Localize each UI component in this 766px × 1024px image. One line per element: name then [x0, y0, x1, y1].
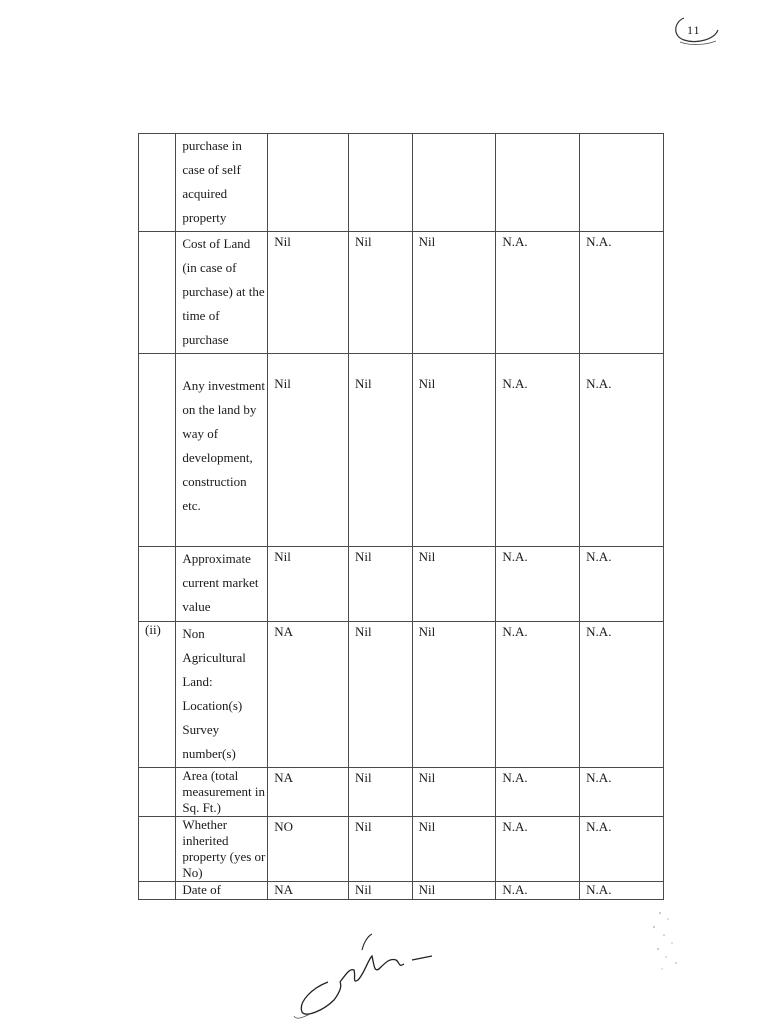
description-cell: Non Agricultural Land: Location(s) Survey number(s): [176, 622, 268, 768]
value-cell: Nil: [412, 354, 496, 547]
table-row: [139, 622, 664, 768]
value-cell: N.A.: [496, 768, 580, 817]
description-cell: Cost of Land (in case of purchase) at the time of purchase: [176, 232, 268, 354]
value-cell: Nil: [412, 622, 496, 768]
serial-cell: [139, 232, 176, 354]
description-cell: Approximate current market value: [176, 547, 268, 622]
table-row: [139, 768, 664, 817]
value-cell: Nil: [412, 547, 496, 622]
value-cell: Nil: [268, 232, 349, 354]
value-cell: [348, 134, 412, 232]
signature-icon: [290, 930, 450, 1020]
asset-declaration-table: [138, 133, 664, 900]
value-cell: N.A.: [580, 882, 664, 900]
serial-cell: [139, 882, 176, 900]
scan-smudge-icon: [640, 905, 690, 975]
table-row: [139, 547, 664, 622]
table-row: [139, 354, 664, 547]
value-cell: Nil: [268, 547, 349, 622]
value-cell: Nil: [412, 768, 496, 817]
serial-cell: [139, 134, 176, 232]
description-cell: Whether inherited property (yes or No): [176, 817, 268, 882]
serial-cell: (ii): [139, 622, 176, 768]
table-row: [139, 134, 664, 232]
value-cell: N.A.: [580, 768, 664, 817]
value-cell: N.A.: [580, 232, 664, 354]
value-cell: Nil: [348, 882, 412, 900]
serial-cell: [139, 547, 176, 622]
description-cell: Date of: [176, 882, 268, 900]
value-cell: Nil: [268, 354, 349, 547]
value-cell: Nil: [348, 817, 412, 882]
value-cell: N.A.: [580, 622, 664, 768]
value-cell: N.A.: [496, 232, 580, 354]
value-cell: Nil: [412, 882, 496, 900]
value-cell: [496, 134, 580, 232]
table-row: [139, 232, 664, 354]
value-cell: NA: [268, 882, 349, 900]
value-cell: NO: [268, 817, 349, 882]
value-cell: Nil: [412, 232, 496, 354]
value-cell: N.A.: [496, 882, 580, 900]
value-cell: N.A.: [580, 817, 664, 882]
value-cell: N.A.: [580, 547, 664, 622]
value-cell: N.A.: [496, 622, 580, 768]
page-number-stamp: [670, 10, 722, 50]
value-cell: Nil: [348, 232, 412, 354]
description-cell: Area (total measurement in Sq. Ft.): [176, 768, 268, 817]
value-cell: Nil: [348, 768, 412, 817]
value-cell: NA: [268, 622, 349, 768]
value-cell: NA: [268, 768, 349, 817]
serial-cell: [139, 354, 176, 547]
description-cell: purchase in case of self acquired property: [176, 134, 268, 232]
value-cell: N.A.: [496, 354, 580, 547]
serial-cell: [139, 768, 176, 817]
value-cell: N.A.: [496, 547, 580, 622]
value-cell: N.A.: [580, 354, 664, 547]
description-cell: [176, 354, 268, 547]
value-cell: [580, 134, 664, 232]
value-cell: [268, 134, 349, 232]
value-cell: Nil: [348, 354, 412, 547]
table-row: [139, 882, 664, 900]
value-cell: Nil: [348, 547, 412, 622]
page-number-text: 11: [687, 23, 701, 37]
value-cell: Nil: [348, 622, 412, 768]
description-text: Any investment on the land by way of development, construction etc.: [182, 378, 266, 513]
value-cell: Nil: [412, 817, 496, 882]
serial-cell: [139, 817, 176, 882]
table-row: [139, 817, 664, 882]
value-cell: [412, 134, 496, 232]
value-cell: N.A.: [496, 817, 580, 882]
